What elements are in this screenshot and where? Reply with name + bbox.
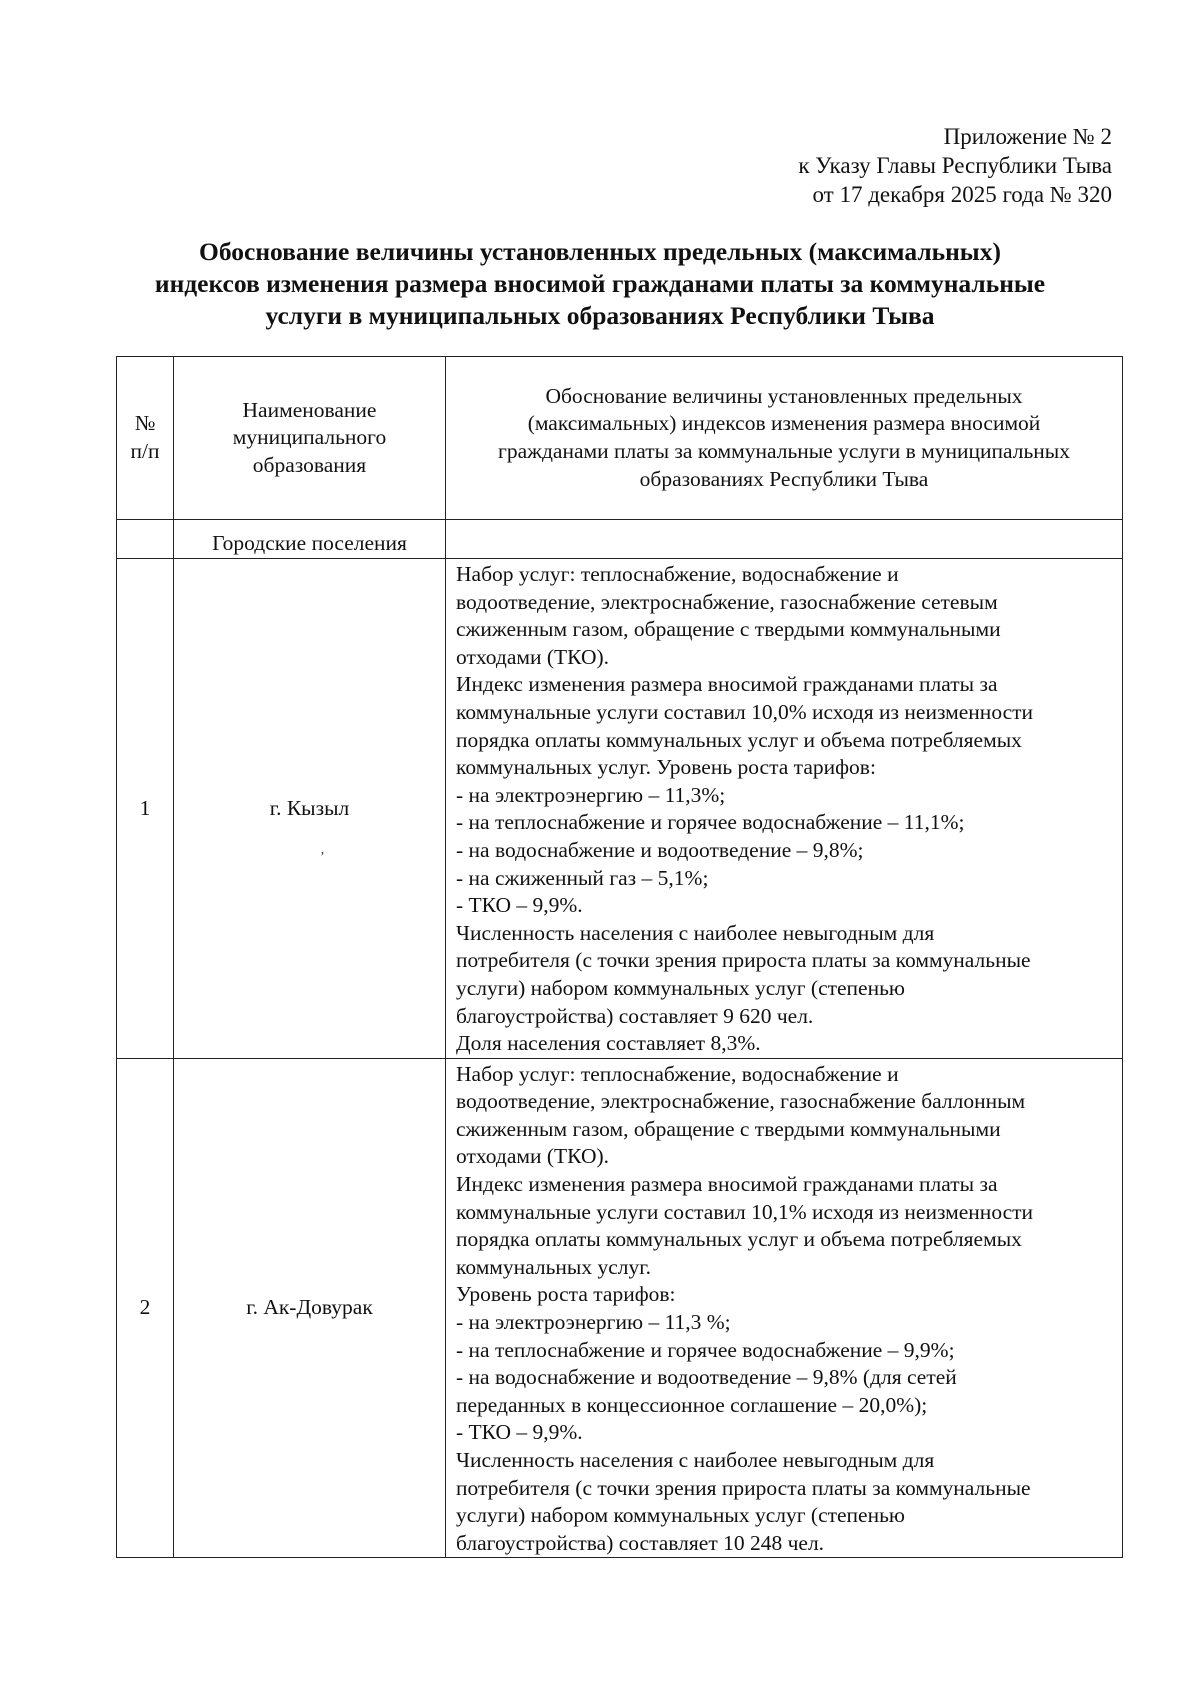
title-line: Обоснование величины установленных предельных (максимальных)	[199, 237, 1001, 266]
table-header-row	[117, 357, 1123, 520]
appendix-line: Приложение № 2	[943, 124, 1112, 149]
municipality-name: г. Кызыл ʼ	[174, 559, 446, 1059]
row-justification: Набор услуг: теплоснабжение, водоснабжение и водоотведение, электроснабжение, газоснабжение баллонным сжиженным газом, обращение с твердыми коммунальными отходами (ТКО). Индекс изменения размера вносимой гражданами платы за коммунальные услуги составил 10,1% исходя из неизменности порядка оплаты коммунальных услуг и объема потребляемых коммунальных услуг. Уровень роста тарифов: - на электроэнергию – 11,3 %; - на теплоснабжение и горячее водоснабжение – 9,9%; - на водоснабжение и водоотведение – 9,8% (для сетей переданных в концессионное соглашение – 20,0%); - ТКО – 9,9%. Численность населения с наиболее невыгодным для потребителя (с точки зрения прироста платы за коммунальные услуги) набором коммунальных услуг (степенью благоустройства) составляет 10 248 чел.	[446, 1058, 1123, 1558]
appendix-line: к Указу Главы Республики Тыва	[798, 153, 1112, 178]
row-number: 1	[117, 559, 174, 1059]
table-row	[117, 559, 1123, 1059]
header-name: Наименование муниципального образования	[174, 357, 446, 520]
document-title	[100, 236, 1100, 332]
header-num: № п/п	[117, 357, 174, 520]
section-row	[117, 520, 1123, 559]
title-line: услуги в муниципальных образованиях Республики Тыва	[265, 301, 935, 330]
appendix-note	[798, 122, 1112, 209]
title-line: индексов изменения размера вносимой гражданами платы за коммунальные	[154, 269, 1046, 298]
row-justification: Набор услуг: теплоснабжение, водоснабжение и водоотведение, электроснабжение, газоснабжение сетевым сжиженным газом, обращение с твердыми коммунальными отходами (ТКО). Индекс изменения размера вносимой гражданами платы за коммунальные услуги составил 10,0% исходя из неизменности порядка оплаты коммунальных услуг и объема потребляемых коммунальных услуг. Уровень роста тарифов: - на электроэнергию – 11,3%; - на теплоснабжение и горячее водоснабжение – 11,1%; - на водоснабжение и водоотведение – 9,8%; - на сжиженный газ – 5,1%; - ТКО – 9,9%. Численность населения с наиболее невыгодным для потребителя (с точки зрения прироста платы за коммунальные услуги) набором коммунальных услуг (степенью благоустройства) составляет 9 620 чел. Доля населения составляет 8,3%.	[446, 559, 1123, 1059]
stray-mark: ʼ	[320, 850, 325, 866]
section-title: Городские поселения	[174, 520, 446, 559]
row-number: 2	[117, 1058, 174, 1558]
justification-table	[116, 356, 1123, 1558]
header-justification: Обоснование величины установленных предельных (максимальных) индексов изменения размера вносимой гражданами платы за коммунальные услуги в муниципальных образованиях Республики Тыва	[446, 357, 1123, 520]
table-row	[117, 1058, 1123, 1558]
municipality-name: г. Ак-Довурак	[174, 1058, 446, 1558]
appendix-line: от 17 декабря 2025 года № 320	[812, 182, 1112, 207]
